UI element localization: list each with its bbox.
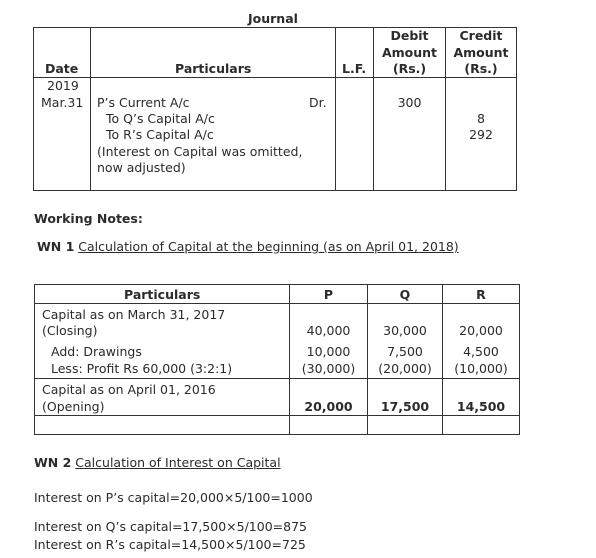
wn2-heading: [34, 455, 281, 470]
row-label-profit: Less: Profit Rs 60,000 (3:2:1): [51, 361, 233, 376]
cell-drawings-r: 4,500: [463, 344, 499, 359]
journal-col-divider: [90, 27, 91, 191]
cell-drawings-p: 10,000: [306, 344, 351, 359]
cell-opening-r: 14,500: [456, 399, 506, 414]
journal-col-divider: [33, 27, 34, 191]
wn1-heading: [37, 239, 459, 254]
working-notes-heading: Working Notes:: [34, 211, 143, 226]
interest-p: Interest on P’s capital=20,000×5/100=1000: [34, 490, 313, 505]
wn1-title: Calculation of Capital at the beginning (as on April 01, 2018): [78, 239, 459, 254]
header-credit-unit: (Rs.): [464, 61, 498, 76]
capital-header-q: Q: [399, 287, 411, 302]
capital-table-border: [519, 284, 520, 435]
header-particulars: Particulars: [175, 61, 252, 76]
entry-date-day: Mar.31: [41, 95, 84, 110]
header-debit: Debit: [390, 28, 429, 43]
header-credit-amount: Amount: [453, 45, 509, 60]
capital-table-border: [34, 434, 520, 435]
wn2-title: Calculation of Interest on Capital: [75, 455, 281, 470]
wn1-label: WN 1: [37, 239, 75, 254]
header-date: Date: [45, 61, 79, 76]
row-label-closing: Capital as on March 31, 2017: [42, 307, 226, 322]
journal-col-divider: [335, 27, 336, 191]
cell-opening-q: 17,500: [380, 399, 430, 414]
capital-header-p: P: [323, 287, 334, 302]
entry-debit-amount: 300: [397, 95, 422, 110]
entry-credit-account: To Q’s Capital A/c: [106, 111, 215, 126]
cell-closing-p: 40,000: [306, 323, 351, 338]
row-label-drawings: Add: Drawings: [51, 344, 142, 359]
capital-header-r: R: [476, 287, 486, 302]
wn2-label: WN 2: [34, 455, 72, 470]
row-label-opening: Capital as on April 01, 2016: [42, 382, 216, 397]
interest-r: Interest on R’s capital=14,500×5/100=725: [34, 537, 306, 552]
capital-table-border: [34, 284, 35, 435]
cell-closing-r: 20,000: [459, 323, 503, 338]
capital-header-particulars: Particulars: [124, 287, 201, 302]
header-lf: L.F.: [342, 61, 367, 76]
row-label-opening: (Opening): [42, 399, 105, 414]
entry-credit-amount: 292: [469, 127, 493, 142]
capital-table-border: [34, 284, 520, 285]
entry-credit-amount: 8: [477, 111, 485, 126]
cell-profit-p: (30,000): [301, 361, 356, 376]
entry-dr: Dr.: [309, 95, 327, 110]
header-debit-amount: Amount: [381, 45, 438, 60]
row-label-closing: (Closing): [42, 323, 98, 338]
entry-narration: now adjusted): [97, 160, 186, 175]
header-debit-unit: (Rs.): [392, 61, 427, 76]
cell-drawings-q: 7,500: [387, 344, 423, 359]
journal-title: Journal: [248, 11, 298, 26]
cell-profit-r: (10,000): [454, 361, 508, 376]
capital-table-border: [34, 415, 520, 416]
cell-closing-q: 30,000: [383, 323, 427, 338]
cell-profit-q: (20,000): [378, 361, 432, 376]
entry-date-year: 2019: [47, 78, 79, 93]
journal-col-divider: [516, 27, 517, 191]
capital-table-border: [34, 303, 520, 304]
capital-table-border: [34, 378, 520, 379]
entry-narration: (Interest on Capital was omitted,: [97, 144, 303, 159]
cell-opening-p: 20,000: [304, 399, 353, 414]
interest-q: Interest on Q’s capital=17,500×5/100=875: [34, 519, 307, 534]
entry-debit-account: P’s Current A/c: [97, 95, 190, 110]
entry-credit-account: To R’s Capital A/c: [106, 127, 214, 142]
header-credit: Credit: [459, 28, 503, 43]
